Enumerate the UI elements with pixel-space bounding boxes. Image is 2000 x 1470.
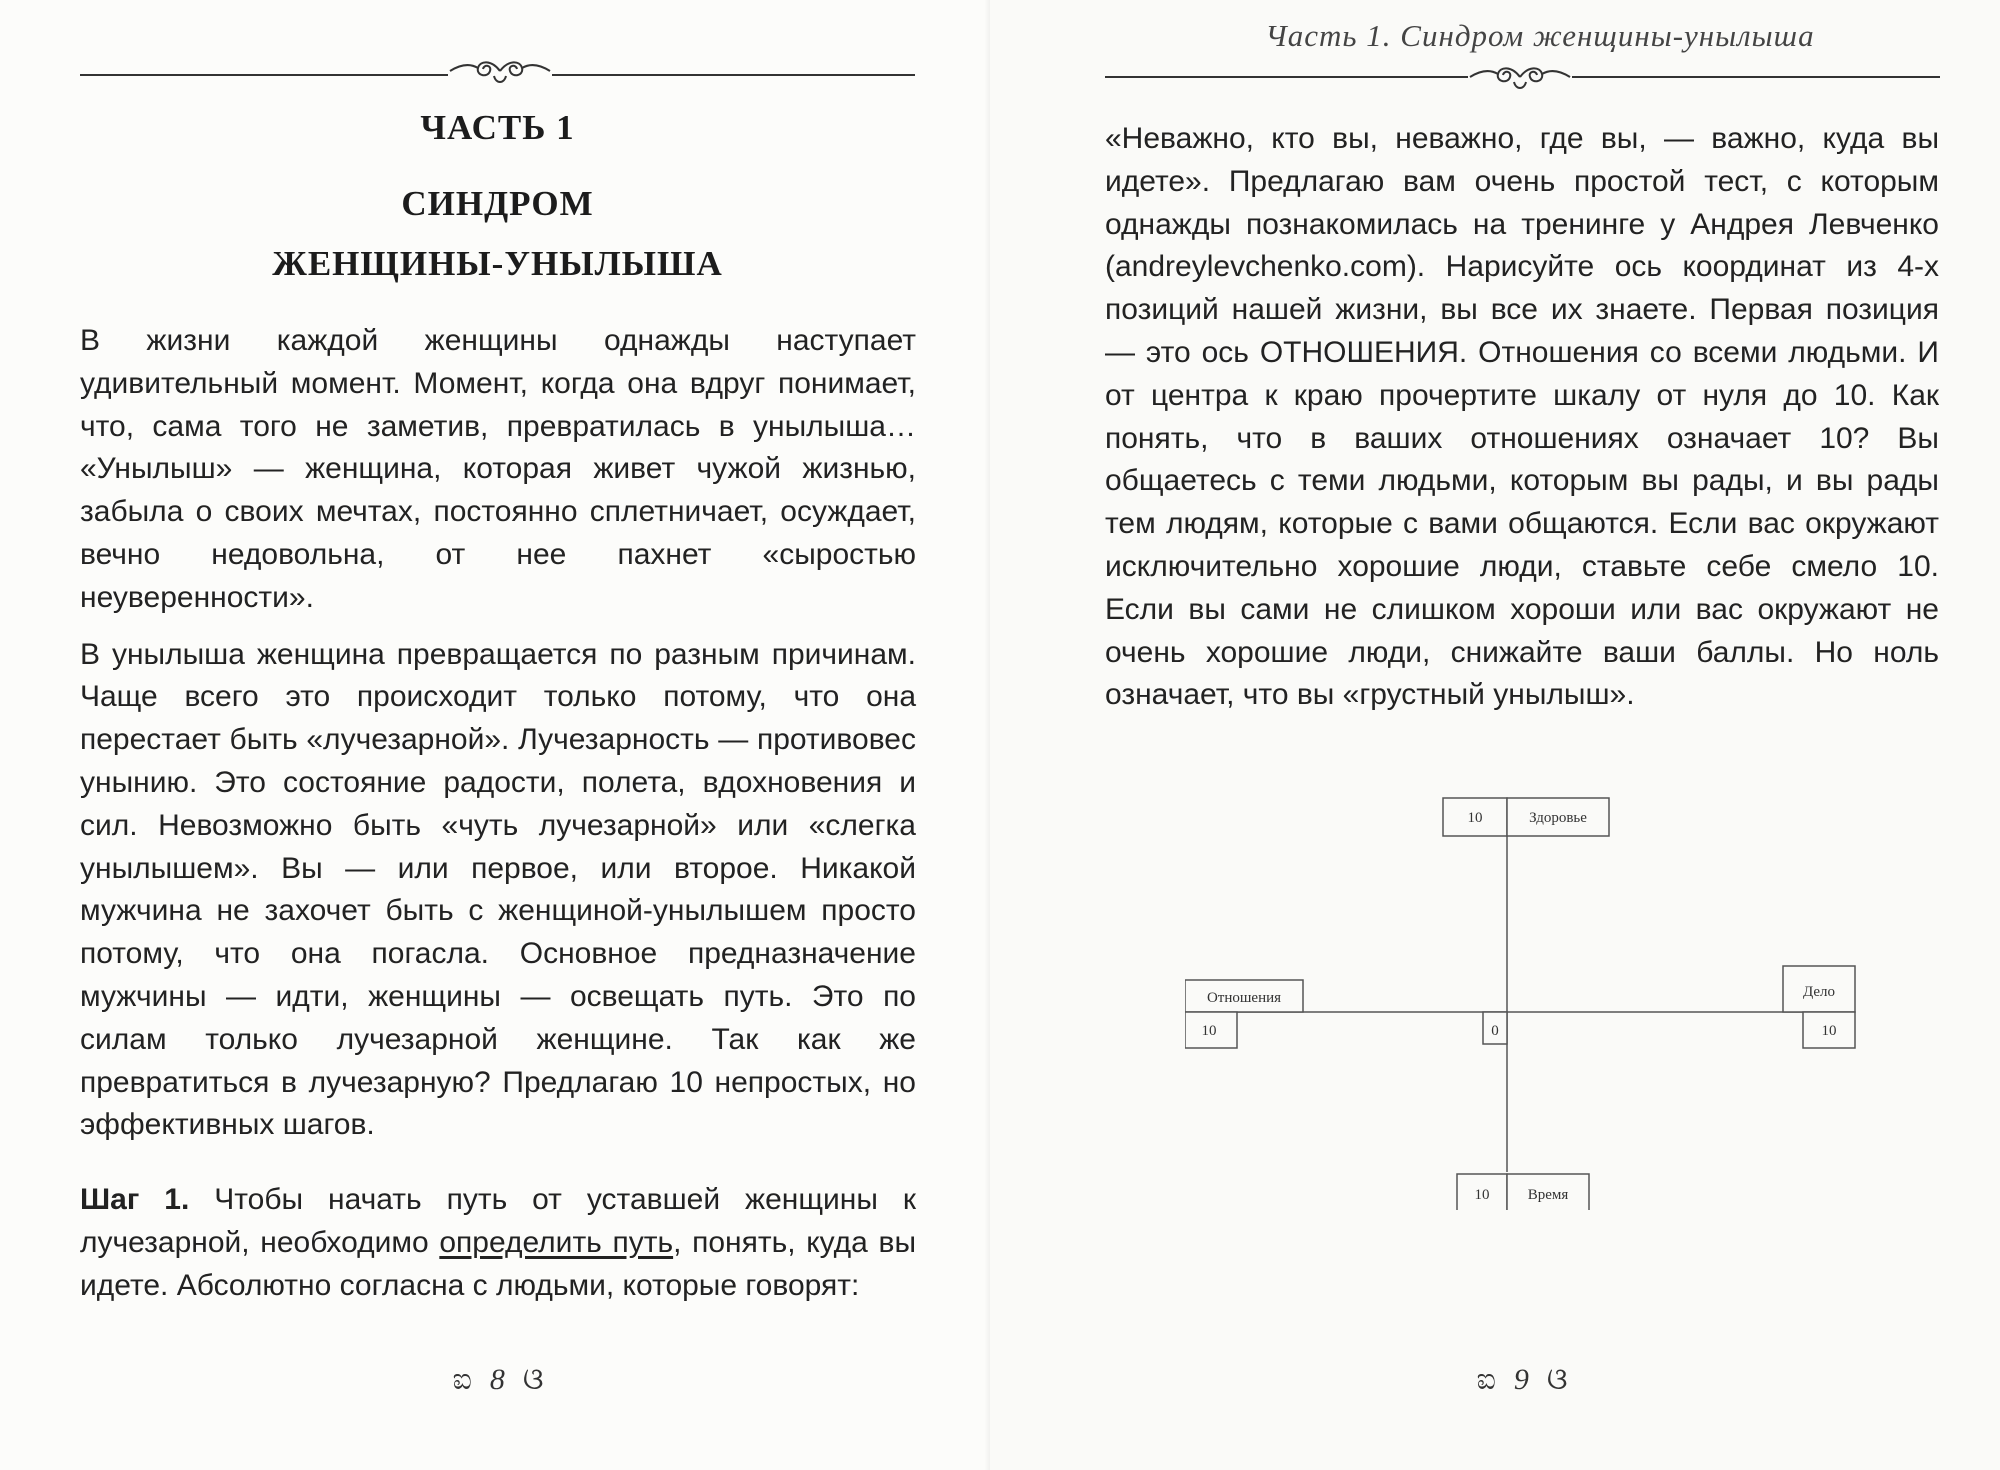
folio-ornament-left-icon-right: ಐ [1476,1363,1496,1396]
part-label: ЧАСТЬ 1 [420,108,575,147]
step-label: Шаг 1. [80,1183,190,1217]
right-label: Дело [1802,984,1836,1000]
center-value: 0 [1491,1023,1499,1039]
step-text-b: , понять, куда вы идете. Абсолютно согласна с людьми, которые говорят: [80,1225,917,1302]
right-body-text [1105,118,1939,717]
right-value: 10 [1821,1023,1837,1039]
folio-ornament-right-icon: ଓ [522,1363,544,1396]
top-label: Здоровье [1529,810,1587,826]
left-body-text [80,320,916,1308]
flourish-ornament-icon-right [1460,60,1580,94]
right-page [990,0,2000,1470]
test-paragraph: «Неважно, кто вы, неважно, где вы, — важно, куда вы идете». Предлагаю вам очень простой тест, с которым однажды познакомилась на тренинге у Андрея Левченко (andreylevchenko.com). Нарисуйте ось координат из 4-х позиций нашей жизни, вы все их знаете. Первая позиция — это ось ОТНОШЕНИЯ. Отношения со всеми людьми. И от центра к краю прочертите шкалу от нуля до 10. Как понять, что в ваших отношениях означает 10? Вы общаетесь с теми людьми, которым вы рады, и вы рады тем людям, которые с вами общаются. Если вас окружают исключительно хорошие люди, ставьте себе смело 10. Если вы сами не слишком хороши или вас окружают не очень хорошие люди, снижайте ваши баллы. Но ноль означает, что вы «грустный унылыш». [1105,122,1939,712]
step-text-a: Чтобы начать путь от уставшей женщины к лучезарной, необходимо [80,1183,916,1259]
bottom-label: Время [1527,1187,1569,1203]
reasons-paragraph: В унылыша женщина превращается по разным причинам. Чаще всего это происходит только потому, что она перестает быть «лучезарной». Лучезарность — противовес унынию. Это состояние радости, полета, вдохновения и сил. Невозможно быть «чуть лучезарной» или «слегка унылышем». Вы — или первое, или второе. Никакой мужчина не захочет быть с женщиной-унылышем просто потому, что она погасла. Основное предназначение мужчины — идти, женщины — освещать путь. Это по силам только лучезарной женщине. Так как же превратиться в лучезарную? Предлагаю 10 непростых, но эффективных шагов. [80,637,916,1142]
right-folio [1422,1363,1622,1397]
running-head: Часть 1. Синдром женщины-унылыша [1265,18,1815,53]
page-number-right: 9 [1513,1363,1529,1396]
intro-paragraph: В жизни каждой женщины однажды наступает удивительный момент. Момент, когда она вдруг понимает, что, сама того не заметив, превратилась в унылыша… «Унылыш» — женщина, которая живет чужой жизнью, забыла о своих мечтах, постоянно сплетничает, осуждает, вечно недовольна, от нее пахнет «сыростью неуверенности». [80,324,916,614]
folio-ornament-right-icon-right: ଓ [1546,1363,1568,1396]
folio-ornament-left-icon: ಐ [452,1363,472,1396]
step-paragraph [80,1179,916,1307]
step-underlined-text: определить путь [439,1225,674,1259]
left-value: 10 [1201,1023,1217,1039]
top-value: 10 [1467,810,1483,826]
flourish-ornament-icon [440,54,560,88]
bottom-value: 10 [1474,1187,1490,1203]
page-number-left: 8 [489,1363,505,1396]
chapter-title-line1: СИНДРОМ [401,184,594,223]
left-label: Отношения [1206,990,1282,1006]
left-folio [398,1363,598,1397]
chapter-title-line2: ЖЕНЩИНЫ-УНЫЛЫША [272,244,723,283]
left-page [0,0,990,1470]
life-axes-diagram [1185,790,1865,1210]
